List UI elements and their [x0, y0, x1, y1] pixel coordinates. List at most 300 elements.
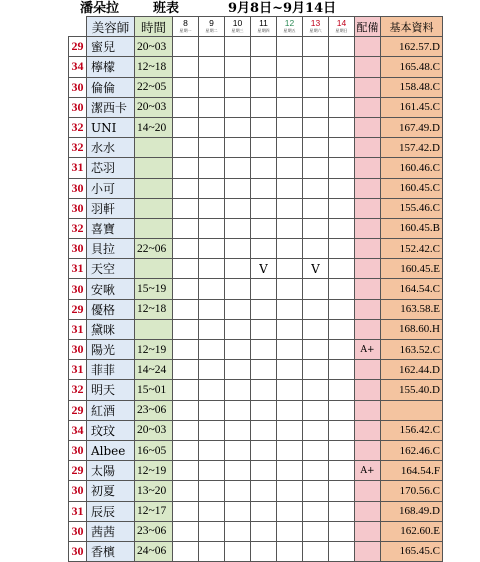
- shift-time: 12~18: [135, 299, 173, 319]
- staff-name: 陽光: [87, 340, 135, 360]
- table-row: [69, 461, 443, 481]
- table-row: [69, 380, 443, 400]
- day-cell: [329, 57, 355, 77]
- table-row: [69, 541, 443, 561]
- staff-name: 蜜兒: [87, 37, 135, 57]
- row-number: 30: [69, 77, 87, 97]
- day-cell: [251, 299, 277, 319]
- day-cell: [173, 440, 199, 460]
- header-corner: [69, 17, 87, 37]
- staff-name: 太陽: [87, 461, 135, 481]
- shift-time: [135, 319, 173, 339]
- shift-time: [135, 158, 173, 178]
- day-cell: [251, 158, 277, 178]
- day-cell: [225, 117, 251, 137]
- day-cell: [329, 37, 355, 57]
- ref-cell: 168.60.H: [381, 319, 443, 339]
- day-cell: [199, 319, 225, 339]
- day-cell: [199, 259, 225, 279]
- day-cell: [329, 97, 355, 117]
- ref-cell: 161.45.C: [381, 97, 443, 117]
- day-cell: [329, 299, 355, 319]
- shift-time: 22~06: [135, 239, 173, 259]
- equip-cell: [355, 97, 381, 117]
- day-cell: [199, 77, 225, 97]
- shift-time: 16~05: [135, 440, 173, 460]
- day-cell: V: [303, 259, 329, 279]
- day-cell: [277, 138, 303, 158]
- row-number: 34: [69, 420, 87, 440]
- staff-name: 天空: [87, 259, 135, 279]
- table-row: [69, 259, 443, 279]
- day-cell: [173, 400, 199, 420]
- day-cell: [277, 440, 303, 460]
- day-cell: [329, 117, 355, 137]
- table-row: [69, 400, 443, 420]
- day-cell: [225, 420, 251, 440]
- day-cell: [199, 481, 225, 501]
- day-cell: [199, 521, 225, 541]
- staff-name: 羽軒: [87, 198, 135, 218]
- day-cell: [303, 501, 329, 521]
- day-cell: [225, 158, 251, 178]
- day-cell: [225, 501, 251, 521]
- day-cell: [277, 279, 303, 299]
- staff-name: 小可: [87, 178, 135, 198]
- staff-name: 明天: [87, 380, 135, 400]
- day-cell: [225, 198, 251, 218]
- day-cell: [329, 521, 355, 541]
- header-day: 11 星期四: [251, 17, 277, 37]
- day-cell: [199, 57, 225, 77]
- ref-cell: 163.52.C: [381, 340, 443, 360]
- shift-time: 13~20: [135, 481, 173, 501]
- day-cell: [277, 400, 303, 420]
- day-cell: [225, 461, 251, 481]
- day-cell: [329, 400, 355, 420]
- table-row: [69, 218, 443, 238]
- day-cell: [303, 299, 329, 319]
- row-number: 29: [69, 400, 87, 420]
- day-cell: [251, 198, 277, 218]
- header-day: 13 星期六: [303, 17, 329, 37]
- day-cell: [225, 37, 251, 57]
- ref-cell: 165.48.C: [381, 57, 443, 77]
- table-row: [69, 117, 443, 137]
- store-name: 潘朵拉: [80, 1, 120, 16]
- header-row: [69, 17, 443, 37]
- day-cell: [277, 481, 303, 501]
- day-cell: [251, 279, 277, 299]
- day-cell: [303, 158, 329, 178]
- shift-time: 15~01: [135, 380, 173, 400]
- table-row: [69, 299, 443, 319]
- shift-time: [135, 198, 173, 218]
- day-cell: [277, 259, 303, 279]
- header-time: 時間: [135, 17, 173, 37]
- day-cell: [303, 77, 329, 97]
- day-cell: [225, 481, 251, 501]
- header-day: 9 星期二: [199, 17, 225, 37]
- day-cell: [303, 279, 329, 299]
- day-cell: [277, 380, 303, 400]
- day-cell: [173, 541, 199, 561]
- equip-cell: [355, 158, 381, 178]
- day-cell: [225, 218, 251, 238]
- day-cell: [277, 420, 303, 440]
- day-cell: [303, 97, 329, 117]
- ref-cell: 162.60.E: [381, 521, 443, 541]
- day-cell: [173, 97, 199, 117]
- day-cell: [329, 218, 355, 238]
- ref-cell: 164.54.F: [381, 461, 443, 481]
- day-cell: [277, 198, 303, 218]
- shift-time: 14~20: [135, 117, 173, 137]
- day-cell: [199, 279, 225, 299]
- ref-cell: 155.46.C: [381, 198, 443, 218]
- day-cell: [199, 239, 225, 259]
- ref-cell: 163.58.E: [381, 299, 443, 319]
- day-cell: [329, 77, 355, 97]
- header-name: 美容師: [87, 17, 135, 37]
- day-cell: [225, 380, 251, 400]
- table-row: [69, 77, 443, 97]
- shift-time: 12~17: [135, 501, 173, 521]
- row-number: 32: [69, 218, 87, 238]
- day-cell: [277, 37, 303, 57]
- day-cell: [277, 178, 303, 198]
- day-cell: [173, 198, 199, 218]
- day-cell: [199, 158, 225, 178]
- staff-name: 水水: [87, 138, 135, 158]
- day-cell: [329, 360, 355, 380]
- ref-cell: 162.46.C: [381, 440, 443, 460]
- staff-name: 辰辰: [87, 501, 135, 521]
- day-cell: [277, 340, 303, 360]
- day-cell: [277, 117, 303, 137]
- day-cell: [277, 239, 303, 259]
- day-cell: [277, 299, 303, 319]
- day-cell: [173, 218, 199, 238]
- day-cell: [199, 420, 225, 440]
- table-row: [69, 198, 443, 218]
- shift-time: 24~06: [135, 541, 173, 561]
- row-number: 32: [69, 138, 87, 158]
- day-cell: [303, 340, 329, 360]
- day-cell: [173, 299, 199, 319]
- row-number: 30: [69, 198, 87, 218]
- equip-cell: A+: [355, 340, 381, 360]
- day-cell: [199, 360, 225, 380]
- equip-cell: [355, 299, 381, 319]
- equip-cell: [355, 218, 381, 238]
- day-cell: [251, 481, 277, 501]
- day-cell: [173, 138, 199, 158]
- equip-cell: A+: [355, 461, 381, 481]
- shift-time: [135, 138, 173, 158]
- day-cell: [199, 461, 225, 481]
- equip-cell: [355, 239, 381, 259]
- equip-cell: [355, 279, 381, 299]
- equip-cell: [355, 521, 381, 541]
- shift-time: 20~03: [135, 37, 173, 57]
- day-cell: [173, 501, 199, 521]
- staff-name: 紅酒: [87, 400, 135, 420]
- day-cell: [225, 299, 251, 319]
- day-cell: [173, 57, 199, 77]
- table-row: [69, 420, 443, 440]
- day-cell: [251, 440, 277, 460]
- day-cell: [251, 360, 277, 380]
- day-cell: [303, 461, 329, 481]
- equip-cell: [355, 501, 381, 521]
- header-day: 10 星期三: [225, 17, 251, 37]
- day-cell: [329, 440, 355, 460]
- table-row: [69, 57, 443, 77]
- day-cell: [303, 117, 329, 137]
- table-row: [69, 319, 443, 339]
- day-cell: [173, 319, 199, 339]
- day-cell: [173, 178, 199, 198]
- ref-cell: 158.48.C: [381, 77, 443, 97]
- day-cell: [303, 57, 329, 77]
- day-cell: [303, 541, 329, 561]
- table-row: [69, 178, 443, 198]
- ref-cell: 156.42.C: [381, 420, 443, 440]
- row-number: 30: [69, 340, 87, 360]
- equip-cell: [355, 57, 381, 77]
- ref-cell: 160.45.E: [381, 259, 443, 279]
- day-cell: [277, 158, 303, 178]
- day-cell: [225, 77, 251, 97]
- day-cell: [277, 319, 303, 339]
- day-cell: [303, 481, 329, 501]
- day-cell: [225, 541, 251, 561]
- equip-cell: [355, 138, 381, 158]
- day-cell: [329, 279, 355, 299]
- ref-cell: 165.45.C: [381, 541, 443, 561]
- day-cell: [277, 541, 303, 561]
- row-number: 31: [69, 158, 87, 178]
- staff-name: 茜茜: [87, 521, 135, 541]
- row-number: 34: [69, 57, 87, 77]
- ref-cell: 160.46.C: [381, 158, 443, 178]
- day-cell: [173, 481, 199, 501]
- day-cell: [329, 420, 355, 440]
- row-number: 31: [69, 360, 87, 380]
- day-cell: V: [251, 259, 277, 279]
- equip-cell: [355, 37, 381, 57]
- staff-name: 玟玟: [87, 420, 135, 440]
- equip-cell: [355, 178, 381, 198]
- header-equip: 配備: [355, 17, 381, 37]
- equip-cell: [355, 481, 381, 501]
- day-cell: [303, 400, 329, 420]
- day-cell: [225, 340, 251, 360]
- day-cell: [251, 37, 277, 57]
- row-number: 30: [69, 178, 87, 198]
- staff-name: 喜寶: [87, 218, 135, 238]
- day-cell: [303, 178, 329, 198]
- day-cell: [173, 37, 199, 57]
- day-cell: [225, 239, 251, 259]
- day-cell: [329, 481, 355, 501]
- day-cell: [199, 380, 225, 400]
- header-day: 8 星期一: [173, 17, 199, 37]
- staff-name: 檸檬: [87, 57, 135, 77]
- equip-cell: [355, 420, 381, 440]
- day-cell: [329, 259, 355, 279]
- day-cell: [199, 37, 225, 57]
- day-cell: [199, 299, 225, 319]
- shift-time: 20~03: [135, 420, 173, 440]
- day-cell: [199, 198, 225, 218]
- day-cell: [173, 279, 199, 299]
- shift-time: 14~24: [135, 360, 173, 380]
- equip-cell: [355, 380, 381, 400]
- day-cell: [277, 461, 303, 481]
- header-day: 12 星期五: [277, 17, 303, 37]
- day-cell: [199, 138, 225, 158]
- ref-cell: 160.45.C: [381, 178, 443, 198]
- ref-cell: 162.57.D: [381, 37, 443, 57]
- staff-name: 菲菲: [87, 360, 135, 380]
- day-cell: [303, 198, 329, 218]
- day-cell: [199, 340, 225, 360]
- header-day: 14 星期日: [329, 17, 355, 37]
- day-cell: [199, 400, 225, 420]
- staff-name: Albee: [87, 440, 135, 460]
- staff-name: 初夏: [87, 481, 135, 501]
- day-cell: [251, 218, 277, 238]
- equip-cell: [355, 117, 381, 137]
- staff-name: 黛咪: [87, 319, 135, 339]
- day-cell: [251, 521, 277, 541]
- equip-cell: [355, 440, 381, 460]
- day-cell: [199, 97, 225, 117]
- row-number: 29: [69, 461, 87, 481]
- ref-cell: 160.45.B: [381, 218, 443, 238]
- shift-time: 12~18: [135, 57, 173, 77]
- row-number: 32: [69, 380, 87, 400]
- day-cell: [277, 521, 303, 541]
- table-row: [69, 340, 443, 360]
- day-cell: [329, 380, 355, 400]
- day-cell: [303, 360, 329, 380]
- day-cell: [251, 239, 277, 259]
- day-cell: [251, 400, 277, 420]
- ref-cell: 162.44.D: [381, 360, 443, 380]
- row-number: 30: [69, 440, 87, 460]
- row-number: 30: [69, 279, 87, 299]
- row-number: 31: [69, 259, 87, 279]
- day-cell: [329, 138, 355, 158]
- day-cell: [173, 158, 199, 178]
- day-cell: [225, 400, 251, 420]
- day-cell: [303, 138, 329, 158]
- table-row: [69, 158, 443, 178]
- row-number: 30: [69, 239, 87, 259]
- day-cell: [303, 420, 329, 440]
- day-cell: [225, 259, 251, 279]
- day-cell: [277, 57, 303, 77]
- staff-name: 安啾: [87, 279, 135, 299]
- day-cell: [329, 178, 355, 198]
- header-ref: 基本資料: [381, 17, 443, 37]
- table-row: [69, 521, 443, 541]
- day-cell: [277, 501, 303, 521]
- row-number: 30: [69, 481, 87, 501]
- equip-cell: [355, 77, 381, 97]
- table-row: [69, 440, 443, 460]
- day-cell: [225, 279, 251, 299]
- staff-name: 潔西卡: [87, 97, 135, 117]
- schedule-table: [68, 16, 443, 562]
- table-row: [69, 37, 443, 57]
- ref-cell: 157.42.D: [381, 138, 443, 158]
- row-number: 31: [69, 319, 87, 339]
- shift-time: 12~19: [135, 461, 173, 481]
- day-cell: [251, 461, 277, 481]
- day-cell: [251, 319, 277, 339]
- shift-time: 15~19: [135, 279, 173, 299]
- shift-time: 12~19: [135, 340, 173, 360]
- day-cell: [329, 319, 355, 339]
- ref-cell: [381, 400, 443, 420]
- day-cell: [251, 340, 277, 360]
- day-cell: [329, 239, 355, 259]
- table-row: [69, 279, 443, 299]
- day-cell: [251, 57, 277, 77]
- day-cell: [251, 77, 277, 97]
- day-cell: [225, 360, 251, 380]
- day-cell: [199, 541, 225, 561]
- day-cell: [329, 461, 355, 481]
- ref-cell: 167.49.D: [381, 117, 443, 137]
- row-number: 30: [69, 541, 87, 561]
- day-cell: [199, 440, 225, 460]
- equip-cell: [355, 360, 381, 380]
- day-cell: [329, 501, 355, 521]
- day-cell: [329, 541, 355, 561]
- day-cell: [303, 37, 329, 57]
- day-cell: [225, 57, 251, 77]
- day-cell: [251, 178, 277, 198]
- day-cell: [173, 239, 199, 259]
- day-cell: [199, 178, 225, 198]
- day-cell: [173, 117, 199, 137]
- row-number: 29: [69, 37, 87, 57]
- day-cell: [173, 77, 199, 97]
- day-cell: [225, 97, 251, 117]
- row-number: 29: [69, 299, 87, 319]
- day-cell: [173, 360, 199, 380]
- day-cell: [199, 117, 225, 137]
- schedule-title: [70, 2, 450, 16]
- day-cell: [277, 97, 303, 117]
- staff-name: 倫倫: [87, 77, 135, 97]
- equip-cell: [355, 319, 381, 339]
- row-number: 32: [69, 117, 87, 137]
- equip-cell: [355, 400, 381, 420]
- day-cell: [173, 380, 199, 400]
- day-cell: [329, 198, 355, 218]
- schedule-label: 班表: [153, 1, 180, 16]
- date-range: 9月8日~9月14日: [228, 1, 337, 16]
- day-cell: [225, 178, 251, 198]
- equip-cell: [355, 259, 381, 279]
- day-cell: [173, 340, 199, 360]
